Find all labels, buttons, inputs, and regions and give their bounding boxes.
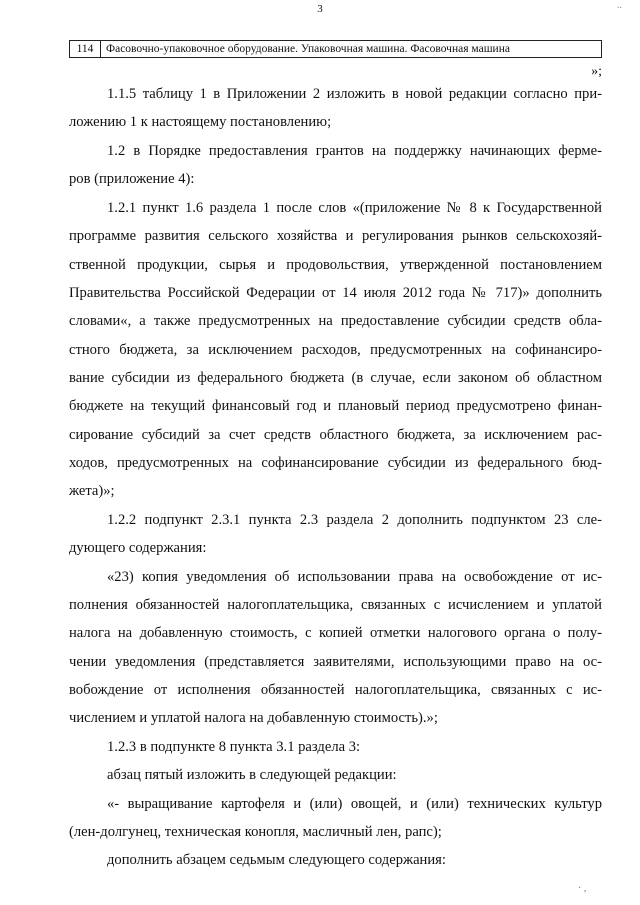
text-line: ходов, предусмотренных на софинансирование субсидии из федерального бюд- <box>69 455 602 471</box>
text-line: налога на добавленную стоимость, с копией отметки налогового органа о полу- <box>69 625 602 641</box>
text-line: 1.2.1 пункт 1.6 раздела 1 после слов «(приложение № 8 к Государственной <box>107 200 602 216</box>
text-line: «- выращивание картофеля и (или) овощей, и (или) технических культур <box>107 796 602 812</box>
text-line: (лен-долгунец, техническая конопля, масличный лен, рапс); <box>69 824 442 840</box>
text-line: Правительства Российской Федерации от 14 июля 2012 года № 717)» дополнить <box>69 285 602 301</box>
text-line: дополнить абзацем седьмым следующего содержания: <box>107 852 446 868</box>
bottom-mark: · , <box>578 883 587 894</box>
text-line: вобождение от исполнения обязанностей налогоплательщика, связанных с ис- <box>69 682 602 698</box>
text-line: абзац пятый изложить в следующей редакции: <box>107 767 397 783</box>
header-table <box>69 40 602 58</box>
text-line: чении уведомления (представляется заявителями, использующими право на ос- <box>69 654 602 670</box>
text-line: дующего содержания: <box>69 540 207 556</box>
text-line: 1.2.3 в подпункте 8 пункта 3.1 раздела 3: <box>107 739 361 755</box>
text-line: стного бюджета, за исключением расходов, предусмотренных на софинансиро- <box>69 342 602 358</box>
text-line: ров (приложение 4): <box>69 171 195 187</box>
header-code: 114 <box>70 41 101 57</box>
text-line: бюджете на текущий финансовый год и плановый период предусмотрено финан- <box>69 398 602 414</box>
header-title: Фасовочно-упаковочное оборудование. Упаковочная машина. Фасовочная машина <box>106 43 510 55</box>
page-number: 3 <box>317 3 323 15</box>
text-line: жета)»; <box>69 483 115 499</box>
text-line: «23) копия уведомления об использовании права на освобождение от ис- <box>107 569 602 585</box>
text-line: вание субсидии из федерального бюджета (в случае, если законом об областном <box>69 370 602 386</box>
text-line: словами«, а также предусмотренных на предоставление субсидии средств обла- <box>69 313 602 329</box>
corner-mark: .. <box>617 0 622 11</box>
text-line: ственной продукции, сырья и продовольствия, утвержденной постановлением <box>69 257 602 273</box>
text-line: полнения обязанностей налогоплательщика, связанных с исчислением и уплатой <box>69 597 602 613</box>
text-line: 1.2.2 подпункт 2.3.1 пункта 2.3 раздела 2 дополнить подпунктом 23 сле- <box>107 512 602 528</box>
text-line: сирование субсидий за счет средств областного бюджета, за исключением рас- <box>69 427 602 443</box>
quote-end: »; <box>591 64 602 79</box>
text-line: числением и уплатой налога на добавленную стоимость).»; <box>69 710 438 726</box>
text-line: программе развития сельского хозяйства и регулирования рынков сельскохозяй- <box>69 228 602 244</box>
text-line: 1.1.5 таблицу 1 в Приложении 2 изложить в новой редакции согласно при- <box>107 86 602 102</box>
text-line: ложению 1 к настоящему постановлению; <box>69 114 332 130</box>
text-line: 1.2 в Порядке предоставления грантов на поддержку начинающих ферме- <box>107 143 602 159</box>
